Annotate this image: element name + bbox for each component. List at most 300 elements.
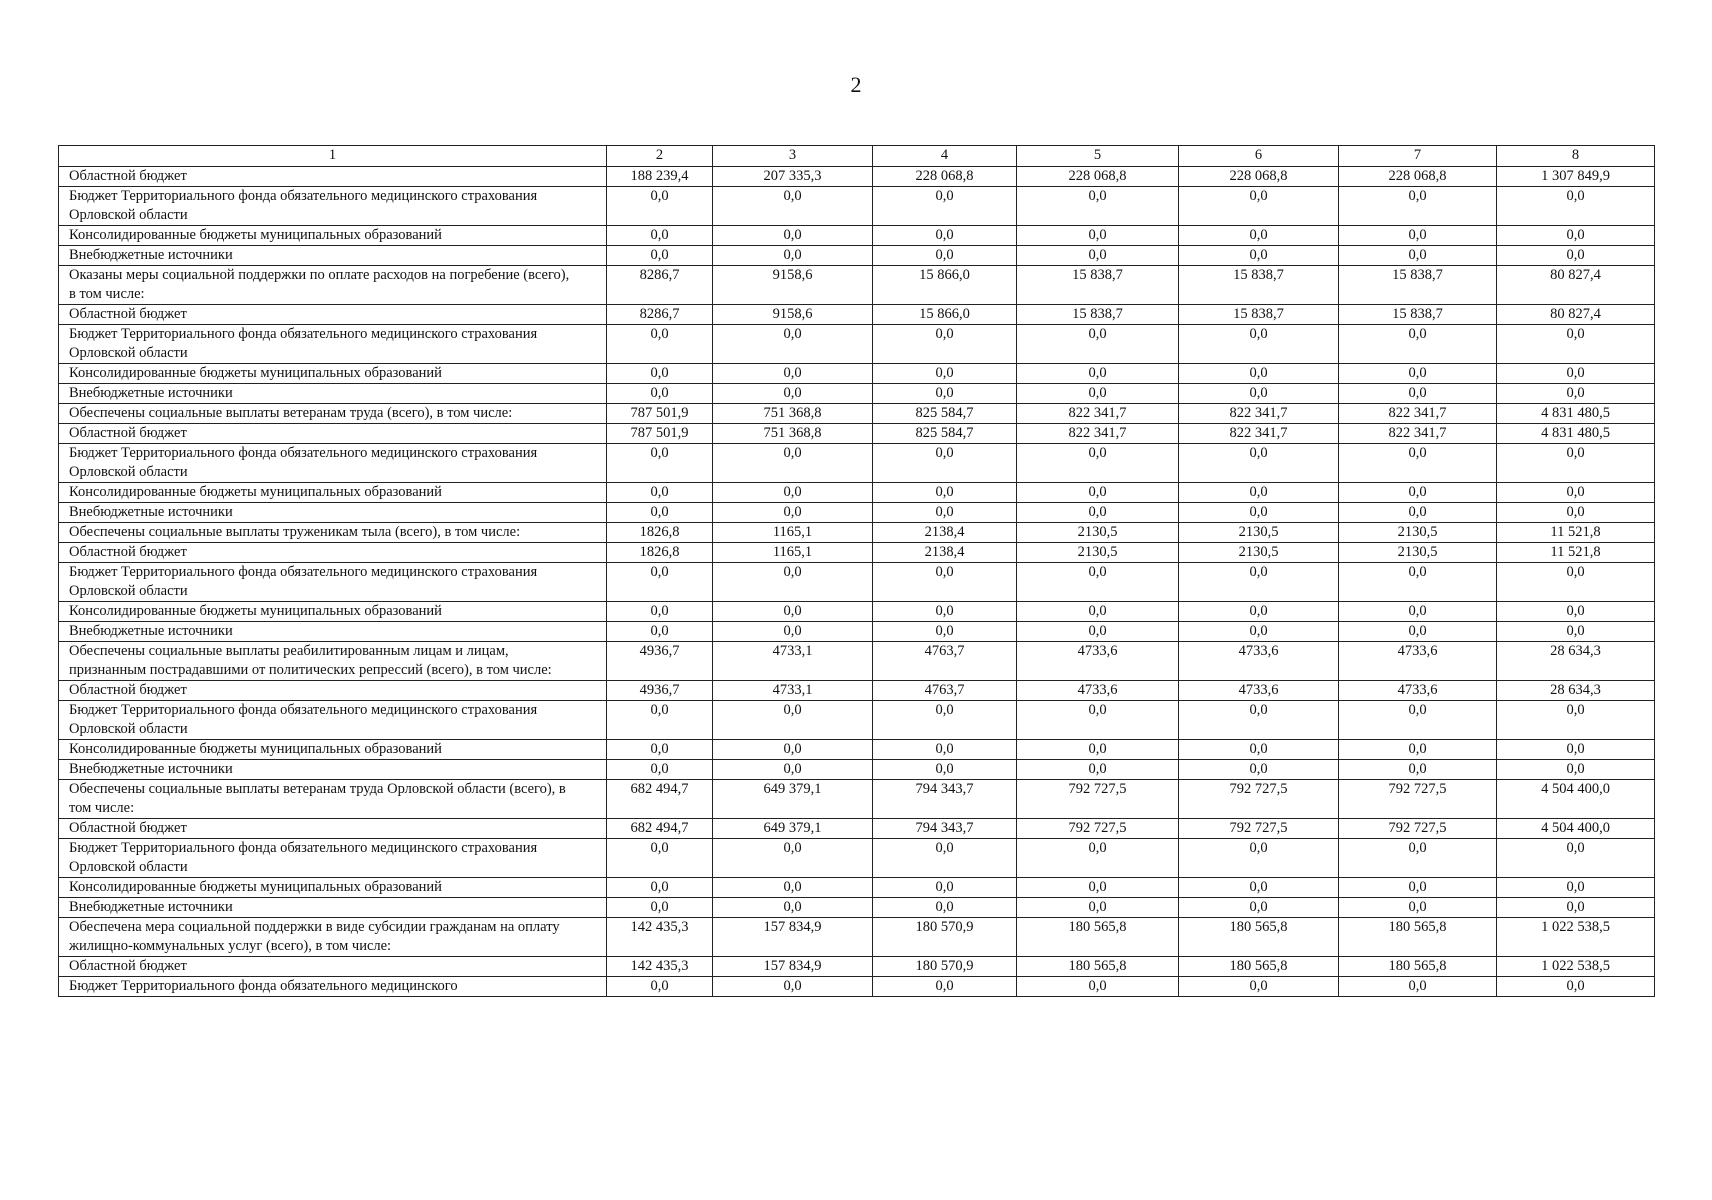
value-cell: 0,0: [1339, 246, 1497, 266]
value-cell: 0,0: [607, 444, 713, 483]
value-cell: 822 341,7: [1017, 424, 1179, 444]
value-cell: 682 494,7: [607, 819, 713, 839]
value-cell: 0,0: [873, 483, 1017, 503]
table-row: [59, 246, 1655, 266]
value-cell: 228 068,8: [1179, 167, 1339, 187]
table-row: [59, 266, 1655, 305]
value-cell: 0,0: [1339, 898, 1497, 918]
table-row: [59, 563, 1655, 602]
table-row: [59, 701, 1655, 740]
value-cell: 0,0: [1497, 563, 1655, 602]
value-cell: 0,0: [1339, 187, 1497, 226]
table-row: [59, 918, 1655, 957]
row-label: Консолидированные бюджеты муниципальных образований: [59, 364, 607, 384]
table-row: [59, 305, 1655, 325]
value-cell: 0,0: [607, 701, 713, 740]
value-cell: 157 834,9: [713, 957, 873, 977]
value-cell: 0,0: [1339, 563, 1497, 602]
value-cell: 0,0: [1339, 622, 1497, 642]
value-cell: 0,0: [607, 563, 713, 602]
table-row: [59, 819, 1655, 839]
value-cell: 2130,5: [1339, 543, 1497, 563]
value-cell: 180 565,8: [1017, 957, 1179, 977]
value-cell: 0,0: [713, 384, 873, 404]
row-label: Консолидированные бюджеты муниципальных образований: [59, 226, 607, 246]
value-cell: 0,0: [1179, 839, 1339, 878]
value-cell: 15 838,7: [1017, 305, 1179, 325]
value-cell: 0,0: [607, 483, 713, 503]
row-label: Обеспечены социальные выплаты реабилитированным лицам и лицам, признанным пострадавшими от политических репрессий (всего), в том числе:: [59, 642, 607, 681]
value-cell: 0,0: [607, 503, 713, 523]
value-cell: 9158,6: [713, 266, 873, 305]
value-cell: 15 866,0: [873, 266, 1017, 305]
value-cell: 0,0: [1497, 384, 1655, 404]
value-cell: 0,0: [1339, 740, 1497, 760]
value-cell: 792 727,5: [1179, 819, 1339, 839]
value-cell: 0,0: [1497, 622, 1655, 642]
value-cell: 792 727,5: [1017, 819, 1179, 839]
value-cell: 180 565,8: [1339, 957, 1497, 977]
value-cell: 0,0: [607, 602, 713, 622]
value-cell: 0,0: [1017, 563, 1179, 602]
table-row: [59, 503, 1655, 523]
value-cell: 0,0: [713, 444, 873, 483]
value-cell: 682 494,7: [607, 780, 713, 819]
table-row: [59, 483, 1655, 503]
value-cell: 0,0: [1017, 878, 1179, 898]
row-label: Обеспечены социальные выплаты ветеранам труда Орловской области (всего), в том числе:: [59, 780, 607, 819]
value-cell: 2130,5: [1179, 543, 1339, 563]
table-row: [59, 878, 1655, 898]
row-label: Областной бюджет: [59, 681, 607, 701]
row-label: Внебюджетные источники: [59, 760, 607, 780]
value-cell: 792 727,5: [1179, 780, 1339, 819]
value-cell: 0,0: [873, 187, 1017, 226]
value-cell: 0,0: [713, 701, 873, 740]
value-cell: 0,0: [607, 977, 713, 997]
row-label: Областной бюджет: [59, 424, 607, 444]
value-cell: 1 022 538,5: [1497, 918, 1655, 957]
table-row: [59, 622, 1655, 642]
row-label: Бюджет Территориального фонда обязательного медицинского страхования Орловской области: [59, 444, 607, 483]
value-cell: 4763,7: [873, 642, 1017, 681]
value-cell: 1826,8: [607, 543, 713, 563]
value-cell: 180 570,9: [873, 957, 1017, 977]
value-cell: 15 838,7: [1179, 305, 1339, 325]
value-cell: 0,0: [713, 898, 873, 918]
row-label: Бюджет Территориального фонда обязательного медицинского страхования Орловской области: [59, 187, 607, 226]
row-label: Областной бюджет: [59, 543, 607, 563]
value-cell: 0,0: [1017, 384, 1179, 404]
value-cell: 0,0: [873, 878, 1017, 898]
value-cell: 0,0: [1339, 364, 1497, 384]
row-label: Внебюджетные источники: [59, 503, 607, 523]
table-row: [59, 404, 1655, 424]
value-cell: 228 068,8: [873, 167, 1017, 187]
value-cell: 0,0: [1339, 839, 1497, 878]
value-cell: 0,0: [873, 364, 1017, 384]
value-cell: 0,0: [607, 740, 713, 760]
value-cell: 822 341,7: [1339, 404, 1497, 424]
value-cell: 0,0: [1179, 187, 1339, 226]
value-cell: 0,0: [873, 503, 1017, 523]
value-cell: 0,0: [713, 483, 873, 503]
table-row: [59, 760, 1655, 780]
value-cell: 0,0: [873, 602, 1017, 622]
value-cell: 1 022 538,5: [1497, 957, 1655, 977]
row-label: Бюджет Территориального фонда обязательного медицинского страхования Орловской области: [59, 839, 607, 878]
value-cell: 8286,7: [607, 266, 713, 305]
value-cell: 0,0: [1017, 898, 1179, 918]
value-cell: 0,0: [1497, 701, 1655, 740]
value-cell: 0,0: [1339, 977, 1497, 997]
value-cell: 0,0: [873, 701, 1017, 740]
value-cell: 0,0: [1179, 325, 1339, 364]
value-cell: 0,0: [1017, 364, 1179, 384]
value-cell: 787 501,9: [607, 424, 713, 444]
value-cell: 0,0: [713, 325, 873, 364]
value-cell: 0,0: [713, 977, 873, 997]
value-cell: 28 634,3: [1497, 681, 1655, 701]
value-cell: 0,0: [873, 226, 1017, 246]
value-cell: 0,0: [1339, 503, 1497, 523]
value-cell: 0,0: [713, 187, 873, 226]
table-row: [59, 424, 1655, 444]
row-label: Оказаны меры социальной поддержки по оплате расходов на погребение (всего), в том числе:: [59, 266, 607, 305]
value-cell: 15 866,0: [873, 305, 1017, 325]
value-cell: 0,0: [607, 187, 713, 226]
value-cell: 9158,6: [713, 305, 873, 325]
value-cell: 1165,1: [713, 523, 873, 543]
value-cell: 180 565,8: [1179, 957, 1339, 977]
value-cell: 4733,6: [1339, 642, 1497, 681]
value-cell: 11 521,8: [1497, 543, 1655, 563]
value-cell: 11 521,8: [1497, 523, 1655, 543]
value-cell: 0,0: [713, 760, 873, 780]
value-cell: 0,0: [713, 563, 873, 602]
value-cell: 0,0: [873, 977, 1017, 997]
value-cell: 1 307 849,9: [1497, 167, 1655, 187]
value-cell: 0,0: [1339, 701, 1497, 740]
value-cell: 0,0: [1017, 444, 1179, 483]
value-cell: 0,0: [1179, 622, 1339, 642]
value-cell: 0,0: [1179, 503, 1339, 523]
row-label: Внебюджетные источники: [59, 898, 607, 918]
header-cell: 7: [1339, 146, 1497, 167]
value-cell: 0,0: [1179, 226, 1339, 246]
value-cell: 825 584,7: [873, 424, 1017, 444]
value-cell: 2130,5: [1017, 543, 1179, 563]
value-cell: 4733,1: [713, 681, 873, 701]
value-cell: 4936,7: [607, 642, 713, 681]
value-cell: 142 435,3: [607, 918, 713, 957]
header-cell: 4: [873, 146, 1017, 167]
table-row: [59, 384, 1655, 404]
value-cell: 0,0: [1179, 878, 1339, 898]
value-cell: 0,0: [1179, 898, 1339, 918]
value-cell: 2130,5: [1017, 523, 1179, 543]
value-cell: 0,0: [713, 602, 873, 622]
value-cell: 4733,6: [1339, 681, 1497, 701]
value-cell: 822 341,7: [1179, 404, 1339, 424]
value-cell: 0,0: [873, 760, 1017, 780]
value-cell: 0,0: [607, 839, 713, 878]
value-cell: 0,0: [713, 226, 873, 246]
value-cell: 4733,6: [1179, 681, 1339, 701]
value-cell: 0,0: [1017, 187, 1179, 226]
value-cell: 0,0: [713, 839, 873, 878]
table-header-row: [59, 146, 1655, 167]
value-cell: 188 239,4: [607, 167, 713, 187]
value-cell: 792 727,5: [1017, 780, 1179, 819]
value-cell: 180 565,8: [1017, 918, 1179, 957]
value-cell: 0,0: [1179, 740, 1339, 760]
row-label: Обеспечена мера социальной поддержки в виде субсидии гражданам на оплату жилищно-коммунальных услуг (всего), в том числе:: [59, 918, 607, 957]
value-cell: 0,0: [873, 898, 1017, 918]
value-cell: 0,0: [607, 622, 713, 642]
value-cell: 0,0: [873, 740, 1017, 760]
table-row: [59, 364, 1655, 384]
value-cell: 80 827,4: [1497, 305, 1655, 325]
value-cell: 0,0: [607, 878, 713, 898]
value-cell: 15 838,7: [1179, 266, 1339, 305]
row-label: Бюджет Территориального фонда обязательного медицинского: [59, 977, 607, 997]
table-row: [59, 187, 1655, 226]
value-cell: 1165,1: [713, 543, 873, 563]
value-cell: 0,0: [1179, 483, 1339, 503]
header-cell: 6: [1179, 146, 1339, 167]
row-label: Внебюджетные источники: [59, 384, 607, 404]
value-cell: 0,0: [1497, 444, 1655, 483]
table-row: [59, 523, 1655, 543]
value-cell: 0,0: [1339, 325, 1497, 364]
header-cell: 1: [59, 146, 607, 167]
page-number: 2: [850, 72, 862, 97]
value-cell: 15 838,7: [1017, 266, 1179, 305]
value-cell: 0,0: [1179, 760, 1339, 780]
value-cell: 0,0: [1017, 602, 1179, 622]
value-cell: 15 838,7: [1339, 305, 1497, 325]
value-cell: 142 435,3: [607, 957, 713, 977]
row-label: Обеспечены социальные выплаты ветеранам труда (всего), в том числе:: [59, 404, 607, 424]
row-label: Областной бюджет: [59, 305, 607, 325]
value-cell: 0,0: [1339, 760, 1497, 780]
value-cell: 792 727,5: [1339, 819, 1497, 839]
value-cell: 180 565,8: [1179, 918, 1339, 957]
budget-table: [58, 145, 1655, 997]
value-cell: 4733,6: [1179, 642, 1339, 681]
row-label: Внебюджетные источники: [59, 622, 607, 642]
value-cell: 0,0: [1497, 364, 1655, 384]
header-cell: 8: [1497, 146, 1655, 167]
value-cell: 0,0: [1179, 246, 1339, 266]
value-cell: 0,0: [713, 364, 873, 384]
value-cell: 4 831 480,5: [1497, 424, 1655, 444]
value-cell: 0,0: [873, 384, 1017, 404]
value-cell: 0,0: [1017, 622, 1179, 642]
value-cell: 0,0: [1179, 364, 1339, 384]
value-cell: 2138,4: [873, 543, 1017, 563]
value-cell: 0,0: [1179, 977, 1339, 997]
row-label: Консолидированные бюджеты муниципальных образований: [59, 602, 607, 622]
value-cell: 0,0: [1017, 740, 1179, 760]
value-cell: 207 335,3: [713, 167, 873, 187]
value-cell: 0,0: [1017, 246, 1179, 266]
value-cell: 0,0: [1497, 602, 1655, 622]
value-cell: 0,0: [713, 740, 873, 760]
value-cell: 0,0: [1017, 977, 1179, 997]
value-cell: 0,0: [1017, 226, 1179, 246]
value-cell: 228 068,8: [1339, 167, 1497, 187]
value-cell: 8286,7: [607, 305, 713, 325]
value-cell: 0,0: [1179, 563, 1339, 602]
value-cell: 4763,7: [873, 681, 1017, 701]
value-cell: 649 379,1: [713, 780, 873, 819]
value-cell: 751 368,8: [713, 404, 873, 424]
value-cell: 0,0: [1497, 246, 1655, 266]
table-row: [59, 226, 1655, 246]
value-cell: 0,0: [713, 503, 873, 523]
table-row: [59, 602, 1655, 622]
value-cell: 751 368,8: [713, 424, 873, 444]
value-cell: 792 727,5: [1339, 780, 1497, 819]
value-cell: 2138,4: [873, 523, 1017, 543]
value-cell: 0,0: [607, 898, 713, 918]
table-row: [59, 444, 1655, 483]
value-cell: 822 341,7: [1179, 424, 1339, 444]
value-cell: 0,0: [873, 563, 1017, 602]
value-cell: 2130,5: [1179, 523, 1339, 543]
value-cell: 4936,7: [607, 681, 713, 701]
value-cell: 0,0: [1339, 444, 1497, 483]
value-cell: 228 068,8: [1017, 167, 1179, 187]
value-cell: 4 504 400,0: [1497, 819, 1655, 839]
table-row: [59, 780, 1655, 819]
value-cell: 0,0: [873, 246, 1017, 266]
table-row: [59, 740, 1655, 760]
value-cell: 0,0: [607, 325, 713, 364]
value-cell: 0,0: [1179, 384, 1339, 404]
value-cell: 0,0: [873, 622, 1017, 642]
value-cell: 4733,6: [1017, 642, 1179, 681]
table-row: [59, 839, 1655, 878]
row-label: Областной бюджет: [59, 957, 607, 977]
table-row: [59, 957, 1655, 977]
row-label: Внебюджетные источники: [59, 246, 607, 266]
value-cell: 0,0: [1497, 839, 1655, 878]
value-cell: 0,0: [1339, 602, 1497, 622]
value-cell: 822 341,7: [1017, 404, 1179, 424]
value-cell: 15 838,7: [1339, 266, 1497, 305]
value-cell: 822 341,7: [1339, 424, 1497, 444]
value-cell: 0,0: [873, 839, 1017, 878]
value-cell: 4 831 480,5: [1497, 404, 1655, 424]
value-cell: 0,0: [1339, 483, 1497, 503]
value-cell: 0,0: [1339, 226, 1497, 246]
table-body: [59, 146, 1655, 997]
value-cell: 180 570,9: [873, 918, 1017, 957]
value-cell: 0,0: [1179, 444, 1339, 483]
value-cell: 0,0: [1497, 878, 1655, 898]
value-cell: 180 565,8: [1339, 918, 1497, 957]
value-cell: 4733,6: [1017, 681, 1179, 701]
value-cell: 794 343,7: [873, 780, 1017, 819]
value-cell: 157 834,9: [713, 918, 873, 957]
value-cell: 0,0: [607, 246, 713, 266]
row-label: Бюджет Территориального фонда обязательного медицинского страхования Орловской области: [59, 325, 607, 364]
value-cell: 0,0: [607, 226, 713, 246]
row-label: Областной бюджет: [59, 819, 607, 839]
row-label: Консолидированные бюджеты муниципальных образований: [59, 483, 607, 503]
value-cell: 0,0: [1179, 701, 1339, 740]
value-cell: 0,0: [1179, 602, 1339, 622]
value-cell: 0,0: [1497, 483, 1655, 503]
value-cell: 4733,1: [713, 642, 873, 681]
value-cell: 0,0: [1497, 740, 1655, 760]
table-row: [59, 681, 1655, 701]
value-cell: 0,0: [1017, 325, 1179, 364]
row-label: Бюджет Территориального фонда обязательного медицинского страхования Орловской области: [59, 701, 607, 740]
value-cell: 0,0: [1497, 187, 1655, 226]
row-label: Обеспечены социальные выплаты труженикам тыла (всего), в том числе:: [59, 523, 607, 543]
value-cell: 0,0: [713, 246, 873, 266]
value-cell: 80 827,4: [1497, 266, 1655, 305]
row-label: Бюджет Территориального фонда обязательного медицинского страхования Орловской области: [59, 563, 607, 602]
value-cell: 0,0: [1497, 325, 1655, 364]
value-cell: 0,0: [1017, 839, 1179, 878]
value-cell: 28 634,3: [1497, 642, 1655, 681]
header-cell: 2: [607, 146, 713, 167]
value-cell: 794 343,7: [873, 819, 1017, 839]
value-cell: 4 504 400,0: [1497, 780, 1655, 819]
row-label: Консолидированные бюджеты муниципальных образований: [59, 740, 607, 760]
value-cell: 0,0: [1339, 384, 1497, 404]
value-cell: 0,0: [873, 325, 1017, 364]
value-cell: 0,0: [607, 760, 713, 780]
header-cell: 3: [713, 146, 873, 167]
value-cell: 0,0: [1497, 503, 1655, 523]
value-cell: 0,0: [1497, 977, 1655, 997]
value-cell: 1826,8: [607, 523, 713, 543]
row-label: Областной бюджет: [59, 167, 607, 187]
row-label: Консолидированные бюджеты муниципальных образований: [59, 878, 607, 898]
table-row: [59, 543, 1655, 563]
value-cell: 0,0: [713, 878, 873, 898]
value-cell: 0,0: [1497, 226, 1655, 246]
table-row: [59, 977, 1655, 997]
value-cell: 0,0: [1339, 878, 1497, 898]
value-cell: 0,0: [1017, 760, 1179, 780]
value-cell: 0,0: [1017, 701, 1179, 740]
value-cell: 825 584,7: [873, 404, 1017, 424]
table-row: [59, 898, 1655, 918]
table-row: [59, 325, 1655, 364]
table-row: [59, 642, 1655, 681]
value-cell: 0,0: [1017, 503, 1179, 523]
value-cell: 0,0: [1497, 898, 1655, 918]
value-cell: 0,0: [873, 444, 1017, 483]
value-cell: 0,0: [1017, 483, 1179, 503]
value-cell: 0,0: [607, 384, 713, 404]
value-cell: 0,0: [1497, 760, 1655, 780]
value-cell: 0,0: [607, 364, 713, 384]
table-row: [59, 167, 1655, 187]
value-cell: 0,0: [713, 622, 873, 642]
value-cell: 787 501,9: [607, 404, 713, 424]
value-cell: 2130,5: [1339, 523, 1497, 543]
header-cell: 5: [1017, 146, 1179, 167]
value-cell: 649 379,1: [713, 819, 873, 839]
